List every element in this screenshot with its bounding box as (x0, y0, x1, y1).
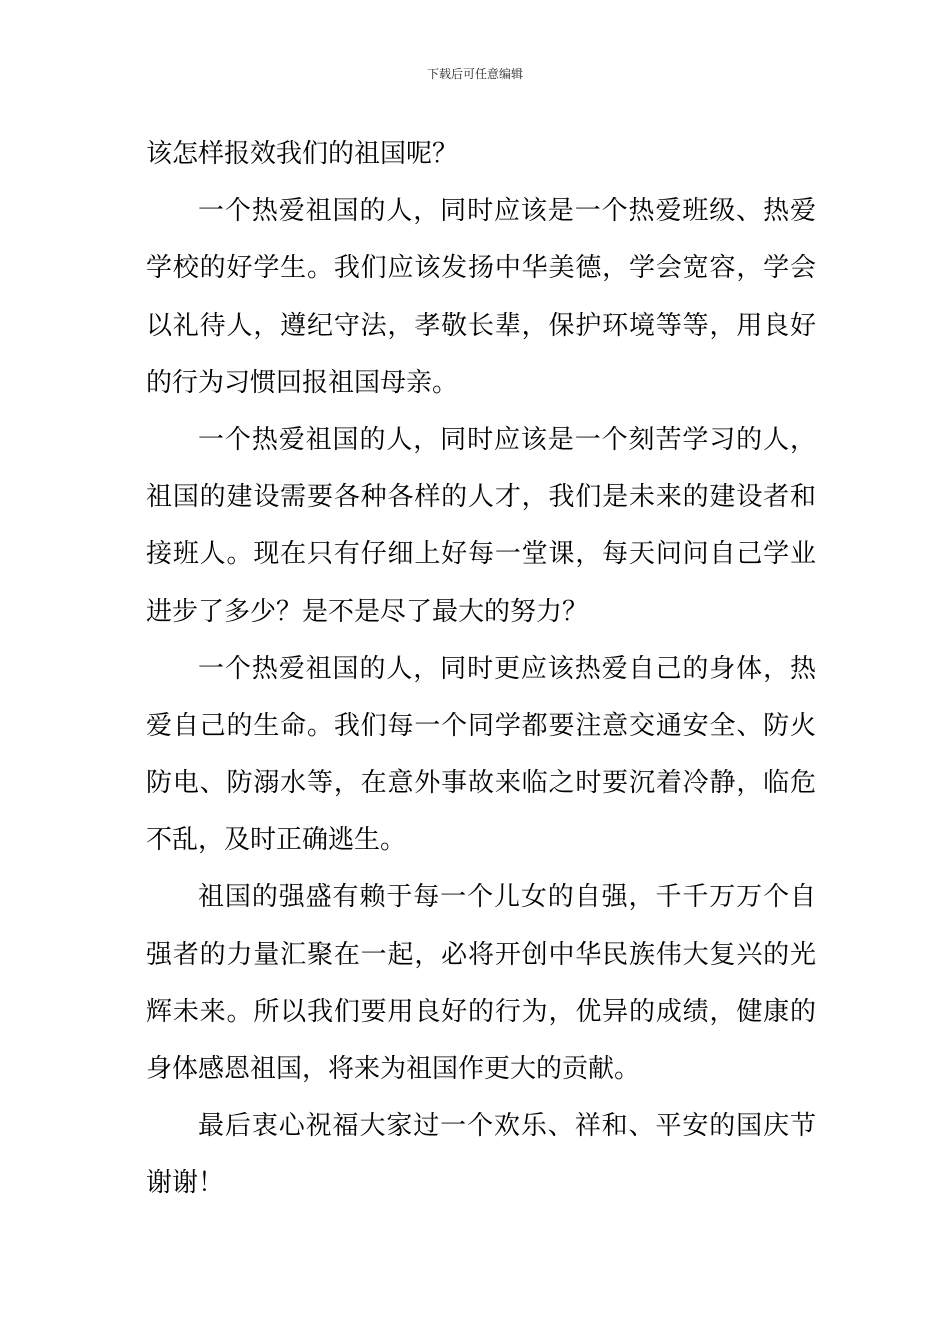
text-line: 一个热爱祖国的人，同时应该是一个刻苦学习的人， (198, 424, 816, 455)
text-line: 一个热爱祖国的人，同时应该是一个热爱班级、热爱 (198, 196, 816, 227)
text-line: 谢谢！ (146, 1168, 225, 1199)
text-line: 祖国的建设需要各种各样的人才，我们是未来的建设者和 (146, 482, 816, 513)
text-line: 防电、防溺水等，在意外事故来临之时要沉着冷静，临危 (146, 768, 816, 799)
text-line: 接班人。现在只有仔细上好每一堂课，每天问问自己学业 (146, 539, 816, 570)
text-line: 的行为习惯回报祖国母亲。 (146, 367, 459, 398)
text-line: 学校的好学生。我们应该发扬中华美德，学会宽容，学会 (146, 253, 816, 284)
text-line: 辉未来。所以我们要用良好的行为，优异的成绩，健康的 (146, 996, 816, 1027)
text-line: 身体感恩祖国，将来为祖国作更大的贡献。 (146, 1054, 641, 1084)
page-header: 下载后可任意编辑 (426, 67, 523, 81)
text-line: 以礼待人，遵纪守法，孝敬长辈，保护环境等等，用良好 (146, 310, 816, 341)
text-line: 祖国的强盛有赖于每一个儿女的自强，千千万万个自 (198, 882, 816, 913)
text-line: 一个热爱祖国的人，同时更应该热爱自己的身体，热 (198, 653, 816, 684)
text-line: 该怎样报效我们的祖国呢？ (146, 139, 459, 169)
text-line: 强者的力量汇聚在一起，必将开创中华民族伟大复兴的光 (146, 939, 816, 970)
text-line: 爱自己的生命。我们每一个同学都要注意交通安全、防火 (146, 710, 816, 741)
text-line: 进步了多少？是不是尽了最大的努力？ (146, 596, 589, 627)
text-line: 不乱，及时正确逃生。 (146, 825, 407, 856)
text-line: 最后衷心祝福大家过一个欢乐、祥和、平安的国庆节 (198, 1111, 816, 1142)
document-body (146, 126, 816, 1213)
